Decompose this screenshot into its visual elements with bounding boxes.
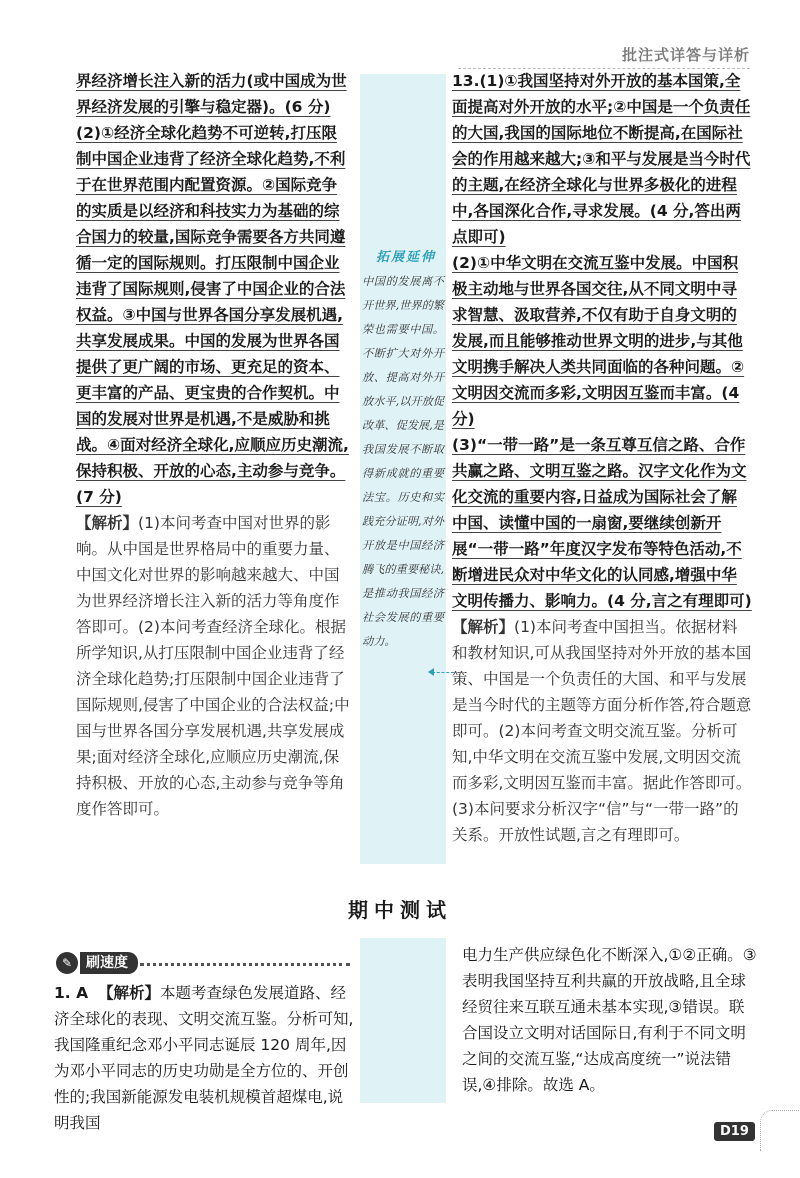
pen-icon: ✎ — [56, 952, 78, 974]
bottom-left-column — [54, 980, 354, 1136]
badge-label: 刷速度 — [80, 952, 138, 974]
question-number: 13. — [452, 72, 480, 90]
analysis-label: 【解析】 — [76, 514, 139, 532]
question-13-1-answer — [452, 68, 752, 250]
speed-badge — [56, 951, 138, 975]
left-column — [76, 68, 352, 822]
arrow-left-icon — [428, 668, 434, 676]
question-1-text: 本题考查绿色发展道路、经济全球化的表现、文明交流互鉴。分析可知,我国隆重纪念邓小平同志诞辰 120 周年,因为邓小平同志的历史功勋是全方位的、开创性的;我国新能源发电装机规模首超煤电,说明我国 — [54, 984, 354, 1132]
question-13-1-text: (1)①我国坚持对外开放的基本国策,全面提高对外开放的水平;②中国是一个负责任的大国,我国的国际地位不断提高,在国际社会的作用越来越大;③和平与发展是当今时代的主题,在经济全球化与世界多极化的进程中,各国深化合作,寻求发展。(4 分,答出两点即可) — [452, 72, 751, 246]
question-13-3-answer: (3)“一带一路”是一条互尊互信之路、合作共赢之路、文明互鉴之路。汉字文化作为文化交流的重要内容,日益成为国际社会了解中国、读懂中国的一扇窗,要继续创新开展“一带一路”年度汉字发布等特色活动,不断增进民众对中华文化的认同感,增强中华文明传播力、影响力。(4 分,言之有理即可) — [452, 436, 752, 610]
header-title: 批注式详答与详析 — [621, 46, 750, 64]
section-title: 期中测试 — [348, 898, 452, 922]
question-1-number: 1. A — [54, 984, 89, 1002]
right-column — [452, 68, 752, 848]
analysis-left — [76, 510, 352, 822]
side-note-text: 中国的发展离不开世界,世界的繁荣也需要中国。不断扩大对外开放、提高对外开放水平,以开放促改革、促发展,是我国发展不断取得新成就的重要法宝。历史和实践充分证明,对外开放是中国经济腾飞的重要秘诀,是推动我国经济社会发展的重要动力。 — [362, 275, 444, 648]
side-note-title: 拓展延伸 — [376, 250, 437, 265]
analysis-label: 【解析】 — [97, 984, 160, 1002]
question-12-2-answer: (2)①经济全球化趋势不可逆转,打压限制中国企业违背了经济全球化趋势,不利于在世界范围内配置资源。②国际竞争的实质是以经济和科技实力为基础的综合国力的较量,国际竞争需要各方共同遵循一定的国际规则。打压限制中国企业违背了国际规则,侵害了中国企业的合法权益。③中国与世界各国分享发展机遇,共享发展成果。中国的发展为世界各国提供了更广阔的市场、更充足的资本、更丰富的产品、更宝贵的合作契机。中国的发展对世界是机遇,不是威胁和挑战。④面对经济全球化,应顺应历史潮流,保持积极、开放的心态,主动参与竞争。(7 分) — [76, 124, 349, 506]
question-13-2-answer: (2)①中华文明在交流互鉴中发展。中国积极主动地与世界各国交往,从不同文明中寻求智慧、汲取营养,不仅有助于自身文明的发展,而且能够推动世界文明的进步,与其他文明携手解决人类共同面临的各种问题。②文明因交流而多彩,文明因互鉴而丰富。(4 分) — [452, 254, 745, 428]
analysis-text: (1)本问考查中国对世界的影响。从中国是世界格局中的重要力量、中国文化对世界的影响越来越大、中国为世界经济增长注入新的活力等角度作答即可。(2)本问考查经济全球化。根据所学知识,从打压限制中国企业违背了经济全球化趋势;打压限制中国企业违背了国际规则,侵害了中国企业的合法权益;中国与世界各国分享发展机遇,共享发展成果;面对经济全球化,应顺应历史潮流,保持积极、开放的心态,主动参与竞争等角度作答即可。 — [76, 514, 350, 818]
side-panel-bottom — [360, 938, 446, 1103]
answer-end: 界经济增长注入新的活力(或中国成为世界经济发展的引擎与稳定器)。(6 分) — [76, 72, 347, 116]
page-corner-decoration — [760, 1110, 800, 1151]
analysis-text: (1)本问考查中国担当。依据材料和教材知识,可从我国坚持对外开放的基本国策、中国是一个负责任的大国、和平与发展是当今时代的主题等方面分析作答,符合题意即可。(2)本问考查文明交流互鉴。分析可知,中华文明在交流互鉴中发展,文明因交流而多彩,文明因互鉴而丰富。据此作答即可。(3)本问要求分析汉字“信”与“一带一路”的关系。开放性试题,言之有理即可。 — [452, 618, 752, 844]
question-1-answer — [54, 980, 354, 1136]
pointer-line — [432, 672, 454, 673]
analysis-right — [452, 614, 752, 848]
bottom-right-column — [462, 942, 758, 1098]
question-1-continued: 电力生产供应绿色化不断深入,①②正确。③表明我国坚持互利共赢的开放战略,且全球经贸往来互联互通未基本实现,③错误。联合国设立文明对话国际日,有利于不同文明之间的交流互鉴,“达成高度统一”说法错误,④排除。故选 A。 — [462, 946, 757, 1094]
analysis-label: 【解析】 — [452, 618, 515, 636]
dotted-divider — [140, 963, 350, 966]
page-number: D19 — [714, 1122, 755, 1141]
